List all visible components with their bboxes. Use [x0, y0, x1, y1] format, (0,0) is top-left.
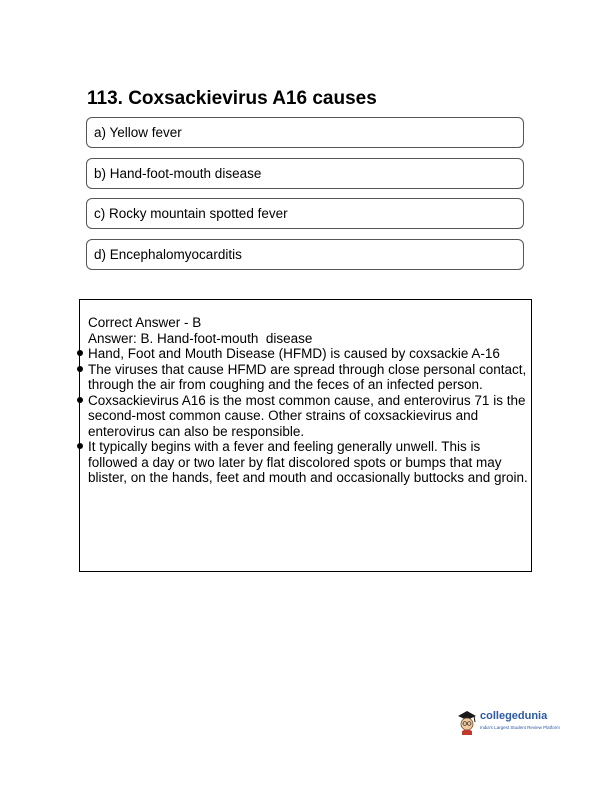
answer-box: [79, 299, 532, 572]
collegedunia-logo: [456, 708, 560, 738]
answer-line: Answer: B. Hand-foot-mouth disease: [88, 330, 313, 346]
explanation-item: [88, 393, 528, 440]
bullet-icon: [77, 350, 83, 356]
bullet-icon: [77, 366, 83, 372]
explanation-text: Coxsackievirus A16 is the most common cause, and enterovirus 71 is the second-most common cause. Other strains of coxsackievirus and enterovirus can also be responsible.: [88, 392, 526, 439]
explanation-item: [88, 439, 528, 486]
option-d[interactable]: d) Encephalomyocarditis: [86, 239, 524, 270]
option-a[interactable]: a) Yellow fever: [86, 117, 524, 148]
answer-content: [88, 315, 528, 486]
correct-answer-line: Correct Answer - B: [88, 315, 202, 330]
bullet-icon: [77, 443, 83, 449]
question-title: 113. Coxsackievirus A16 causes: [87, 88, 377, 109]
option-b[interactable]: b) Hand-foot-mouth disease: [86, 158, 524, 189]
explanation-item: [88, 362, 528, 393]
logo-tagline: India's Largest Student Review Platform: [480, 725, 560, 730]
explanation-text: It typically begins with a fever and feeling generally unwell. This is followed a day or two later by flat discolored spots or bumps that may blister, on the hands, feet and mouth and occasionally buttocks and groin.: [88, 439, 528, 485]
option-c[interactable]: c) Rocky mountain spotted fever: [86, 198, 524, 229]
mascot-icon: [456, 709, 478, 735]
explanation-text: Hand, Foot and Mouth Disease (HFMD) is caused by coxsackie A-16: [88, 346, 500, 361]
explanation-item: [88, 346, 528, 362]
explanation-list: [88, 346, 528, 486]
bullet-icon: [77, 397, 83, 403]
explanation-text: The viruses that cause HFMD are spread through close personal contact, through the air from coughing and the feces of an infected person.: [88, 361, 527, 392]
logo-text: collegedunia: [480, 710, 548, 722]
